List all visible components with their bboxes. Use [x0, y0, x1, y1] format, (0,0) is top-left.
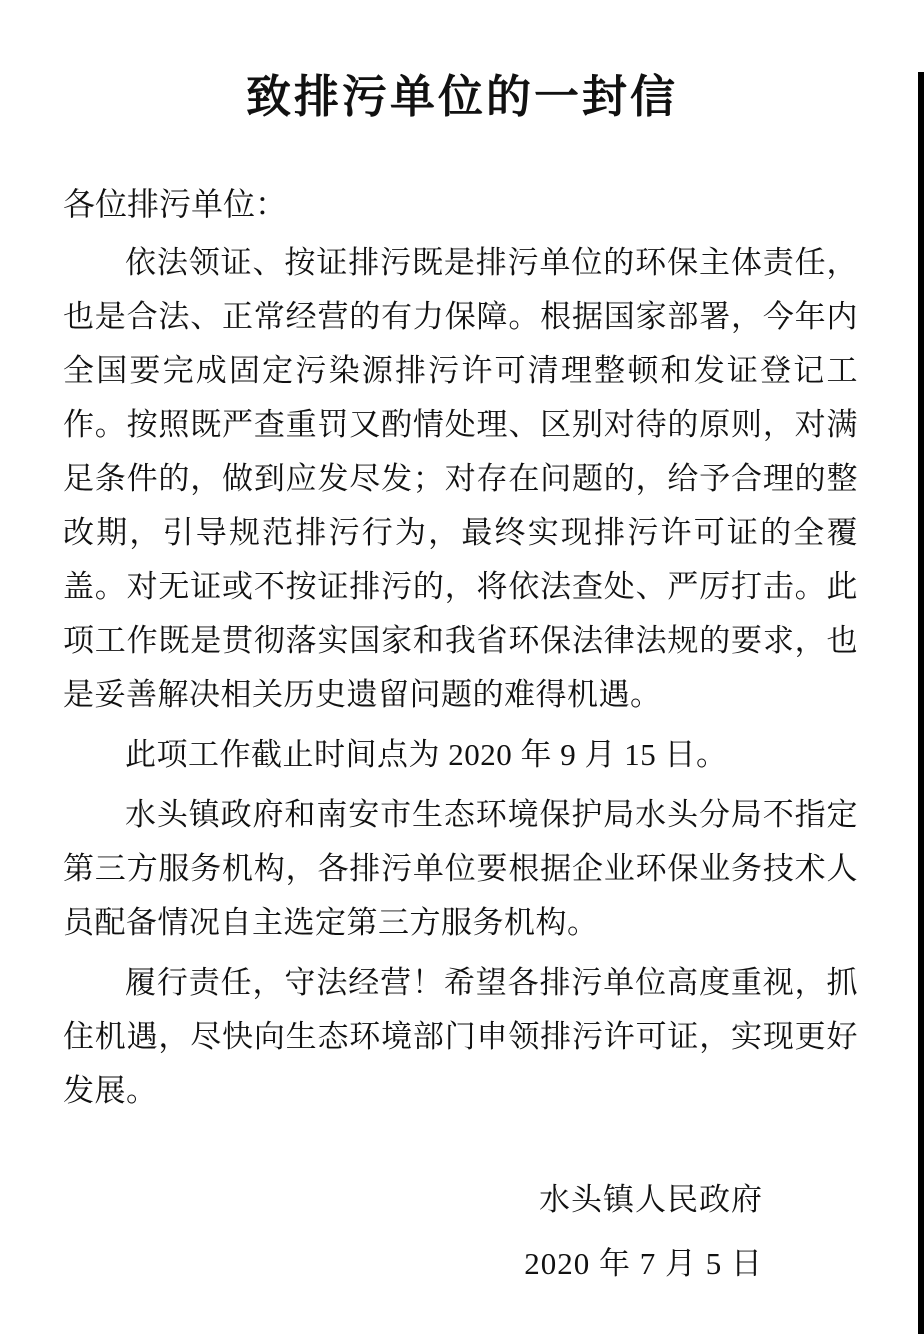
signature-org: 水头镇人民政府 [539, 1181, 763, 1217]
salutation: 各位排污单位： [63, 185, 288, 222]
page-right-edge-bar [918, 72, 924, 1334]
paragraph-main: 依法领证、按证排污既是排污单位的环保主体责任，也是合法、正常经营的有力保障。根据国家部署，今年内全国要完成固定污染源排污许可清理整顿和发证登记工作。按照既严查重罚又酌情处理、区别对待的原则，对满足条件的，做到应发尽发；对存在问题的，给予合理的整改期，引导规范排污行为，最终实现排污许可证的全覆盖。对无证或不按证排污的，将依法查处、严厉打击。此项工作既是贯彻落实国家和我省环保法律法规的要求，也是妥善解决相关历史遗留问题的难得机遇。 [63, 244, 858, 712]
paragraph-closing: 履行责任，守法经营！希望各排污单位高度重视，抓住机遇，尽快向生态环境部门申领排污许可证，实现更好发展。 [63, 964, 858, 1108]
letter-page [0, 72, 924, 1334]
paragraph-third-party: 水头镇政府和南安市生态环境保护局水头分局不指定第三方服务机构，各排污单位要根据企业环保业务技术人员配备情况自主选定第三方服务机构。 [63, 796, 858, 940]
signature-block [63, 1180, 858, 1284]
paragraph-deadline: 此项工作截止时间点为 2020 年 9 月 15 日。 [125, 736, 728, 772]
letter-title: 致排污单位的一封信 [245, 72, 678, 122]
letter-body [63, 182, 858, 1284]
signature-date: 2020 年 7 月 5 日 [524, 1245, 763, 1281]
